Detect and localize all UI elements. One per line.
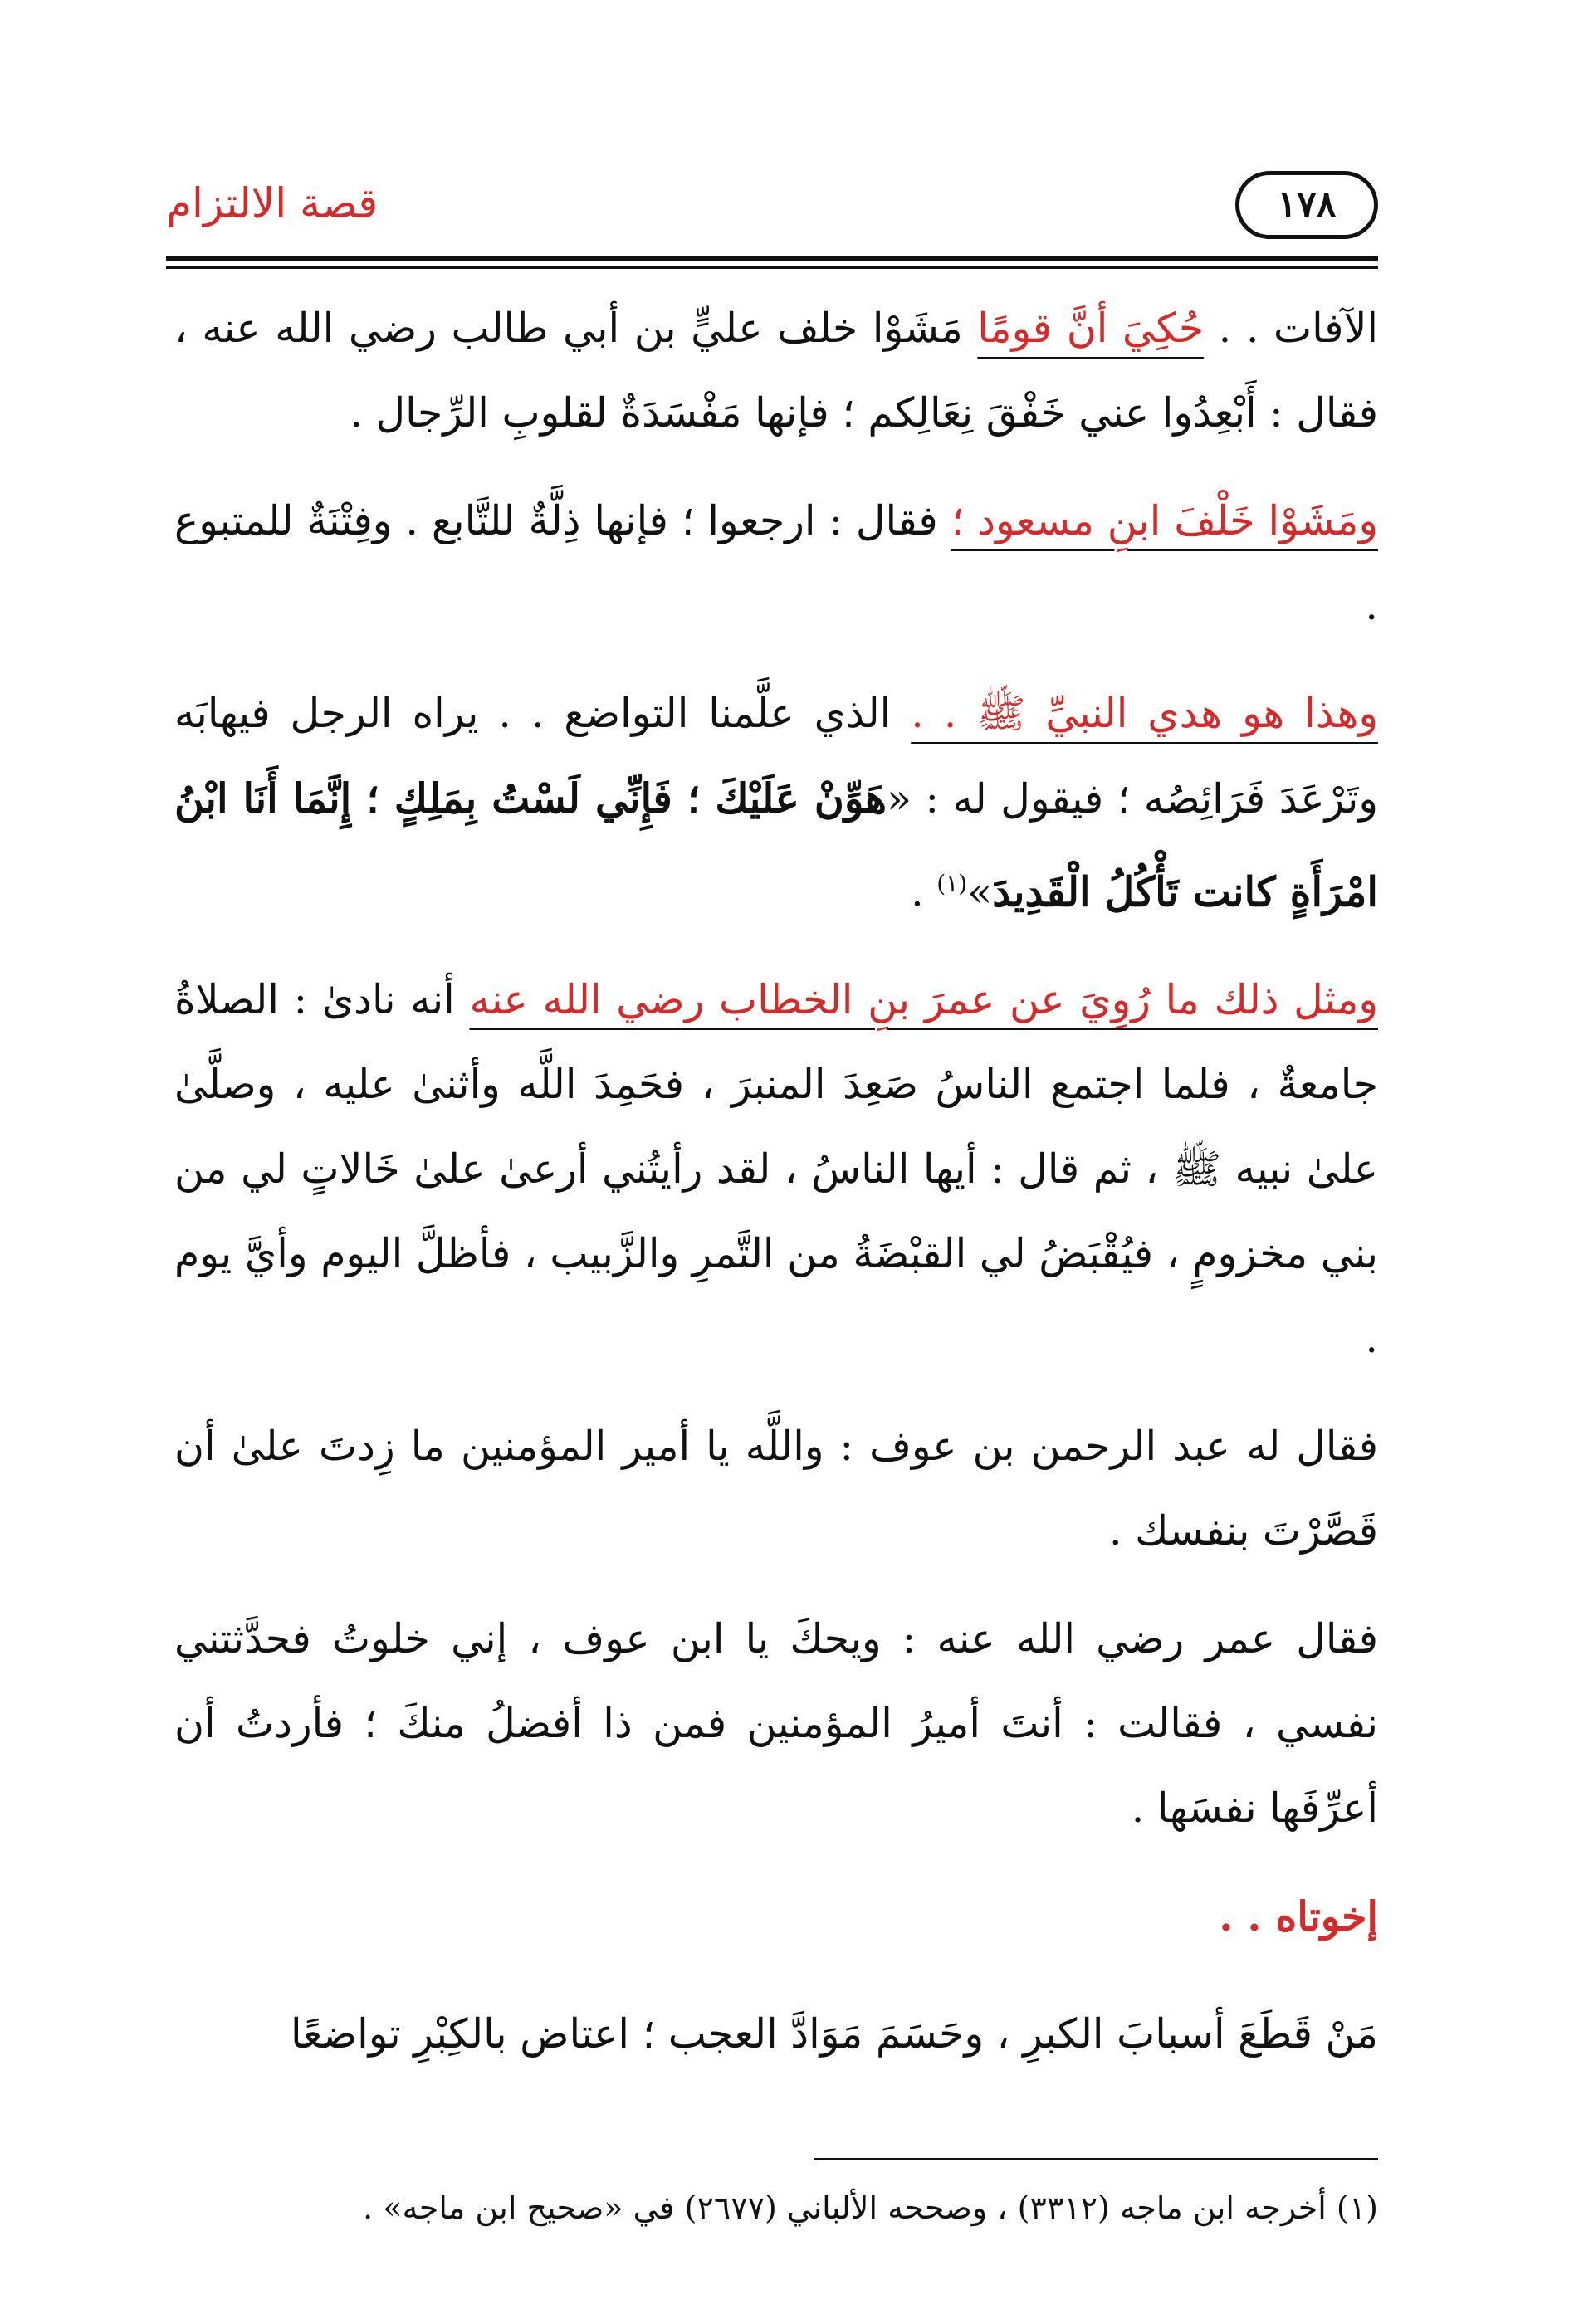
p4-text-2: أنه نادىٰ : الصلاةُ جامعةٌ ، فلما اجتمع الناسُ صَعِدَ المنبرَ ، فحَمِدَ اللَّه وأثنىٰ عليه ، وصلَّىٰ علىٰ نبيه ﷺ ، ثم قال : أيها الناسُ ، لقد رأيتُني أرعىٰ علىٰ خَالاتٍ لي من بني مخزومٍ ، فيُقْبَضُ لي القبْضَةُ من التَّمرِ والزَّبيب ، فأظلَّ اليوم وأيَّ يوم . (174, 976, 1378, 1363)
footnote: (١) أخرجه ابن ماجه (٣٣١٢) ، وصححه الألباني (٢٦٧٧) في «صحيح ابن ماجه» . (363, 2190, 1378, 2226)
p1-text-3: مَشَوْا خلف عليٍّ بن أبي طالب رضي الله عنه ، فقال : أَبْعِدُوا عني خَفْقَ نِعَالِكم ؛ فإنها مَفْسَدَةٌ لقلوبِ الرِّجال . (174, 305, 1378, 437)
p2-text-2: فقال : ارجعوا ؛ فإنها ذِلَّةٌ للتَّابع . وفِتْنَةٌ للمتبوع . (174, 497, 1378, 629)
paragraph-4 (174, 958, 1378, 1381)
hadith-quote: هَوِّنْ عَلَيْكَ ؛ فَإِنِّي لَسْتُ بِمَلِكٍ ؛ إِنَّمَا أَنَا ابْنُ امْرَأَةٍ كانت تَأْكُلُ الْقَدِيدَ (174, 774, 1378, 916)
paragraph-2 (174, 479, 1378, 648)
page-number: ١٧٨ (1235, 171, 1378, 239)
p3-highlight: وهذا هو هدي النبيِّ ﷺ . . (911, 690, 1378, 737)
page-header (166, 166, 1378, 257)
footnote-ref: (١) (936, 870, 968, 897)
p1-text-1: الآفات . . (1204, 305, 1379, 352)
p3-text-4: » (967, 868, 993, 916)
p2-highlight: ومَشَوْا خَلْفَ ابنِ مسعود ؛ (951, 497, 1378, 544)
footnote-rule (814, 2158, 1378, 2160)
header-rule-thin (166, 266, 1378, 269)
paragraph-3 (174, 671, 1378, 935)
p4-highlight: ومثل ذلك ما رُوِيَ عن عمرَ بنِ الخطاب رضي الله عنه (469, 976, 1378, 1024)
p3-text-2: الذي علَّمنا التواضع . . يراه الرجل فيهابَه وتَرْعَدَ فَرَائِصُه ؛ فيقول له : « (174, 690, 1378, 823)
header-rule-thick (166, 256, 1378, 261)
paragraph-7: مَنْ قَطَعَ أسبابَ الكبرِ ، وحَسَمَ مَوَادَّ العجب ؛ اعتاض بالكِبْرِ تواضعًا (290, 2010, 1378, 2058)
paragraph-6: فقال عمر رضي الله عنه : ويحكَ يا ابن عوف ، إني خلوتُ فحدَّثتني نفسي ، فقالت : أنتَ أميرُ المؤمنين فمن ذا أفضلُ منكَ ؛ فأردتُ أن أعرِّفَها نفسَها . (174, 1615, 1378, 1833)
book-title: قصة الالتزام (166, 179, 379, 227)
paragraph-1 (174, 286, 1378, 456)
p1-highlight: حُكِيَ أنَّ قومًا (977, 305, 1205, 352)
paragraph-5: فقال له عبد الرحمن بن عوف : واللَّه يا أمير المؤمنين ما زِدتَ علىٰ أن قَصَّرْتَ بنفسك . (174, 1423, 1378, 1555)
p3-text-5: . (911, 868, 937, 916)
section-heading: إخوتاه . . (1219, 1892, 1378, 1941)
page-body (174, 286, 1378, 2100)
